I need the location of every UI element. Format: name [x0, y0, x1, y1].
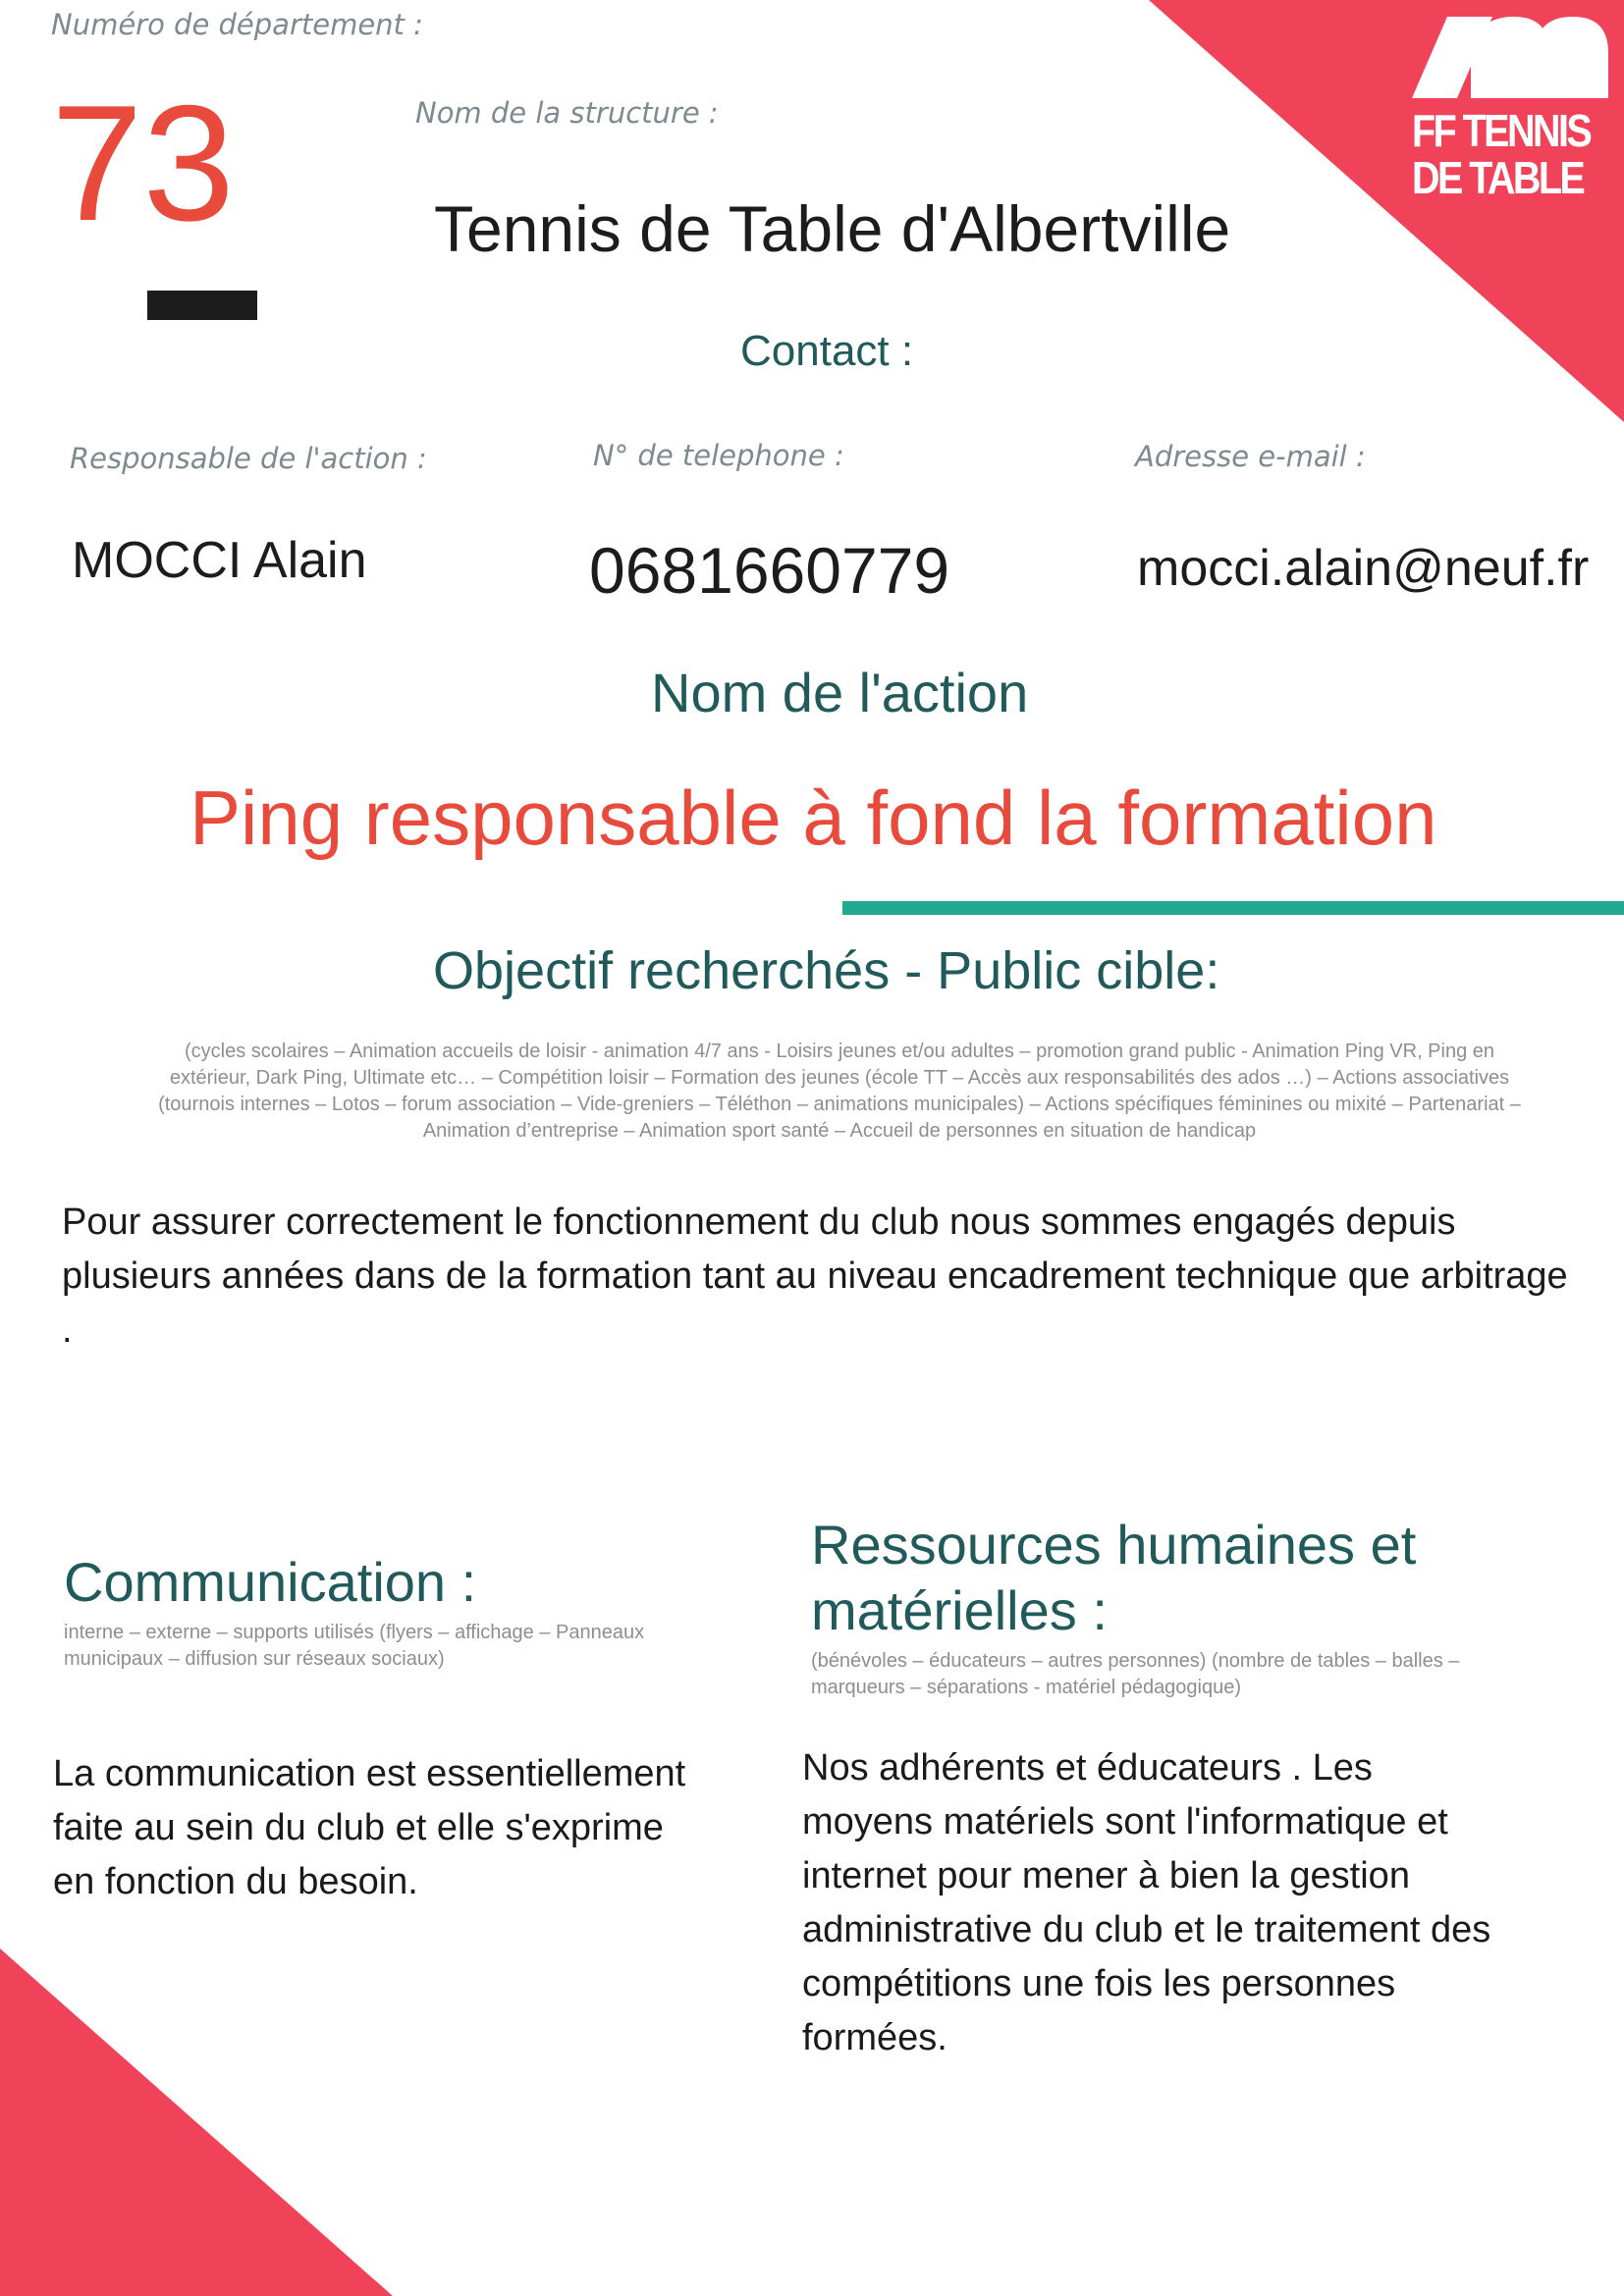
action-title: Nom de l'action: [651, 662, 1029, 723]
phone-value: 0681660779: [589, 534, 950, 607]
communication-text: La communication est essentiellement faite au sein du club et elle s'exprime en fonction du besoin.: [53, 1753, 686, 1902]
ressources-text: Nos adhérents et éducateurs . Les moyens matériels sont l'informatique et internet pour mener à bien la gestion administrative du club et le traitement des compétitions une fois les personnes formées.: [802, 1747, 1491, 2058]
phone-label: N° de telephone :: [593, 439, 844, 472]
responsible-label: Responsable de l'action :: [70, 442, 427, 475]
fftt-logo-line2: DE TABLE: [1412, 152, 1584, 203]
email-value: mocci.alain@neuf.fr: [1137, 540, 1590, 597]
department-number: 73: [51, 71, 235, 255]
action-divider: [842, 901, 1624, 915]
ressources-hint: (bénévoles – éducateurs – autres personnes) (nombre de tables – balles – marqueurs – séparations - matériel pédagogique): [811, 1650, 1460, 1698]
objectif-hint: (cycles scolaires – Animation accueils de loisir - animation 4/7 ans - Loisirs jeunes et/ou adultes – promotion grand public - Animation Ping VR, Ping en extérieur, Dark Ping, Ultimate etc… – Compétition loisir – Formation des jeunes (école TT – Accès aux responsabilités des ados …) – Actions associatives (tournois internes – Lotos – forum association – Vide-greniers – Téléthon – animations municipales) – Actions spécifiques féminines ou mixité – Partenariat – Animation d’entreprise – Animation sport santé – Accueil de personnes en situation de handicap: [158, 1041, 1521, 1142]
objectif-text: Pour assurer correctement le fonctionnement du club nous sommes engagés depuis plusieurs années dans de la formation tant au niveau encadrement technique que arbitrage .: [62, 1201, 1568, 1351]
objectif-title: Objectif recherchés - Public cible:: [433, 941, 1220, 1000]
responsible-value: MOCCI Alain: [72, 532, 367, 589]
communication-hint: interne – externe – supports utilisés (flyers – affichage – Panneaux municipaux – diffusion sur réseaux sociaux): [64, 1622, 645, 1670]
email-label: Adresse e-mail :: [1135, 440, 1366, 473]
communication-title: Communication :: [64, 1551, 477, 1613]
fftt-logo-mark-icon: [1412, 14, 1608, 98]
fftt-logo: [1412, 14, 1608, 202]
action-name: Ping responsable à fond la formation: [189, 774, 1437, 861]
structure-name: Tennis de Table d'Albertville: [434, 192, 1231, 265]
fftt-logo-line1: FF TENNIS: [1412, 105, 1591, 156]
department-dash: [147, 291, 257, 320]
contact-title: Contact :: [740, 327, 914, 375]
ressources-title: Ressources humaines et matérielles :: [811, 1514, 1417, 1641]
department-label: Numéro de département :: [51, 8, 423, 41]
corner-triangle-bottom-left: [0, 1949, 393, 2296]
structure-label: Nom de la structure :: [415, 96, 719, 130]
